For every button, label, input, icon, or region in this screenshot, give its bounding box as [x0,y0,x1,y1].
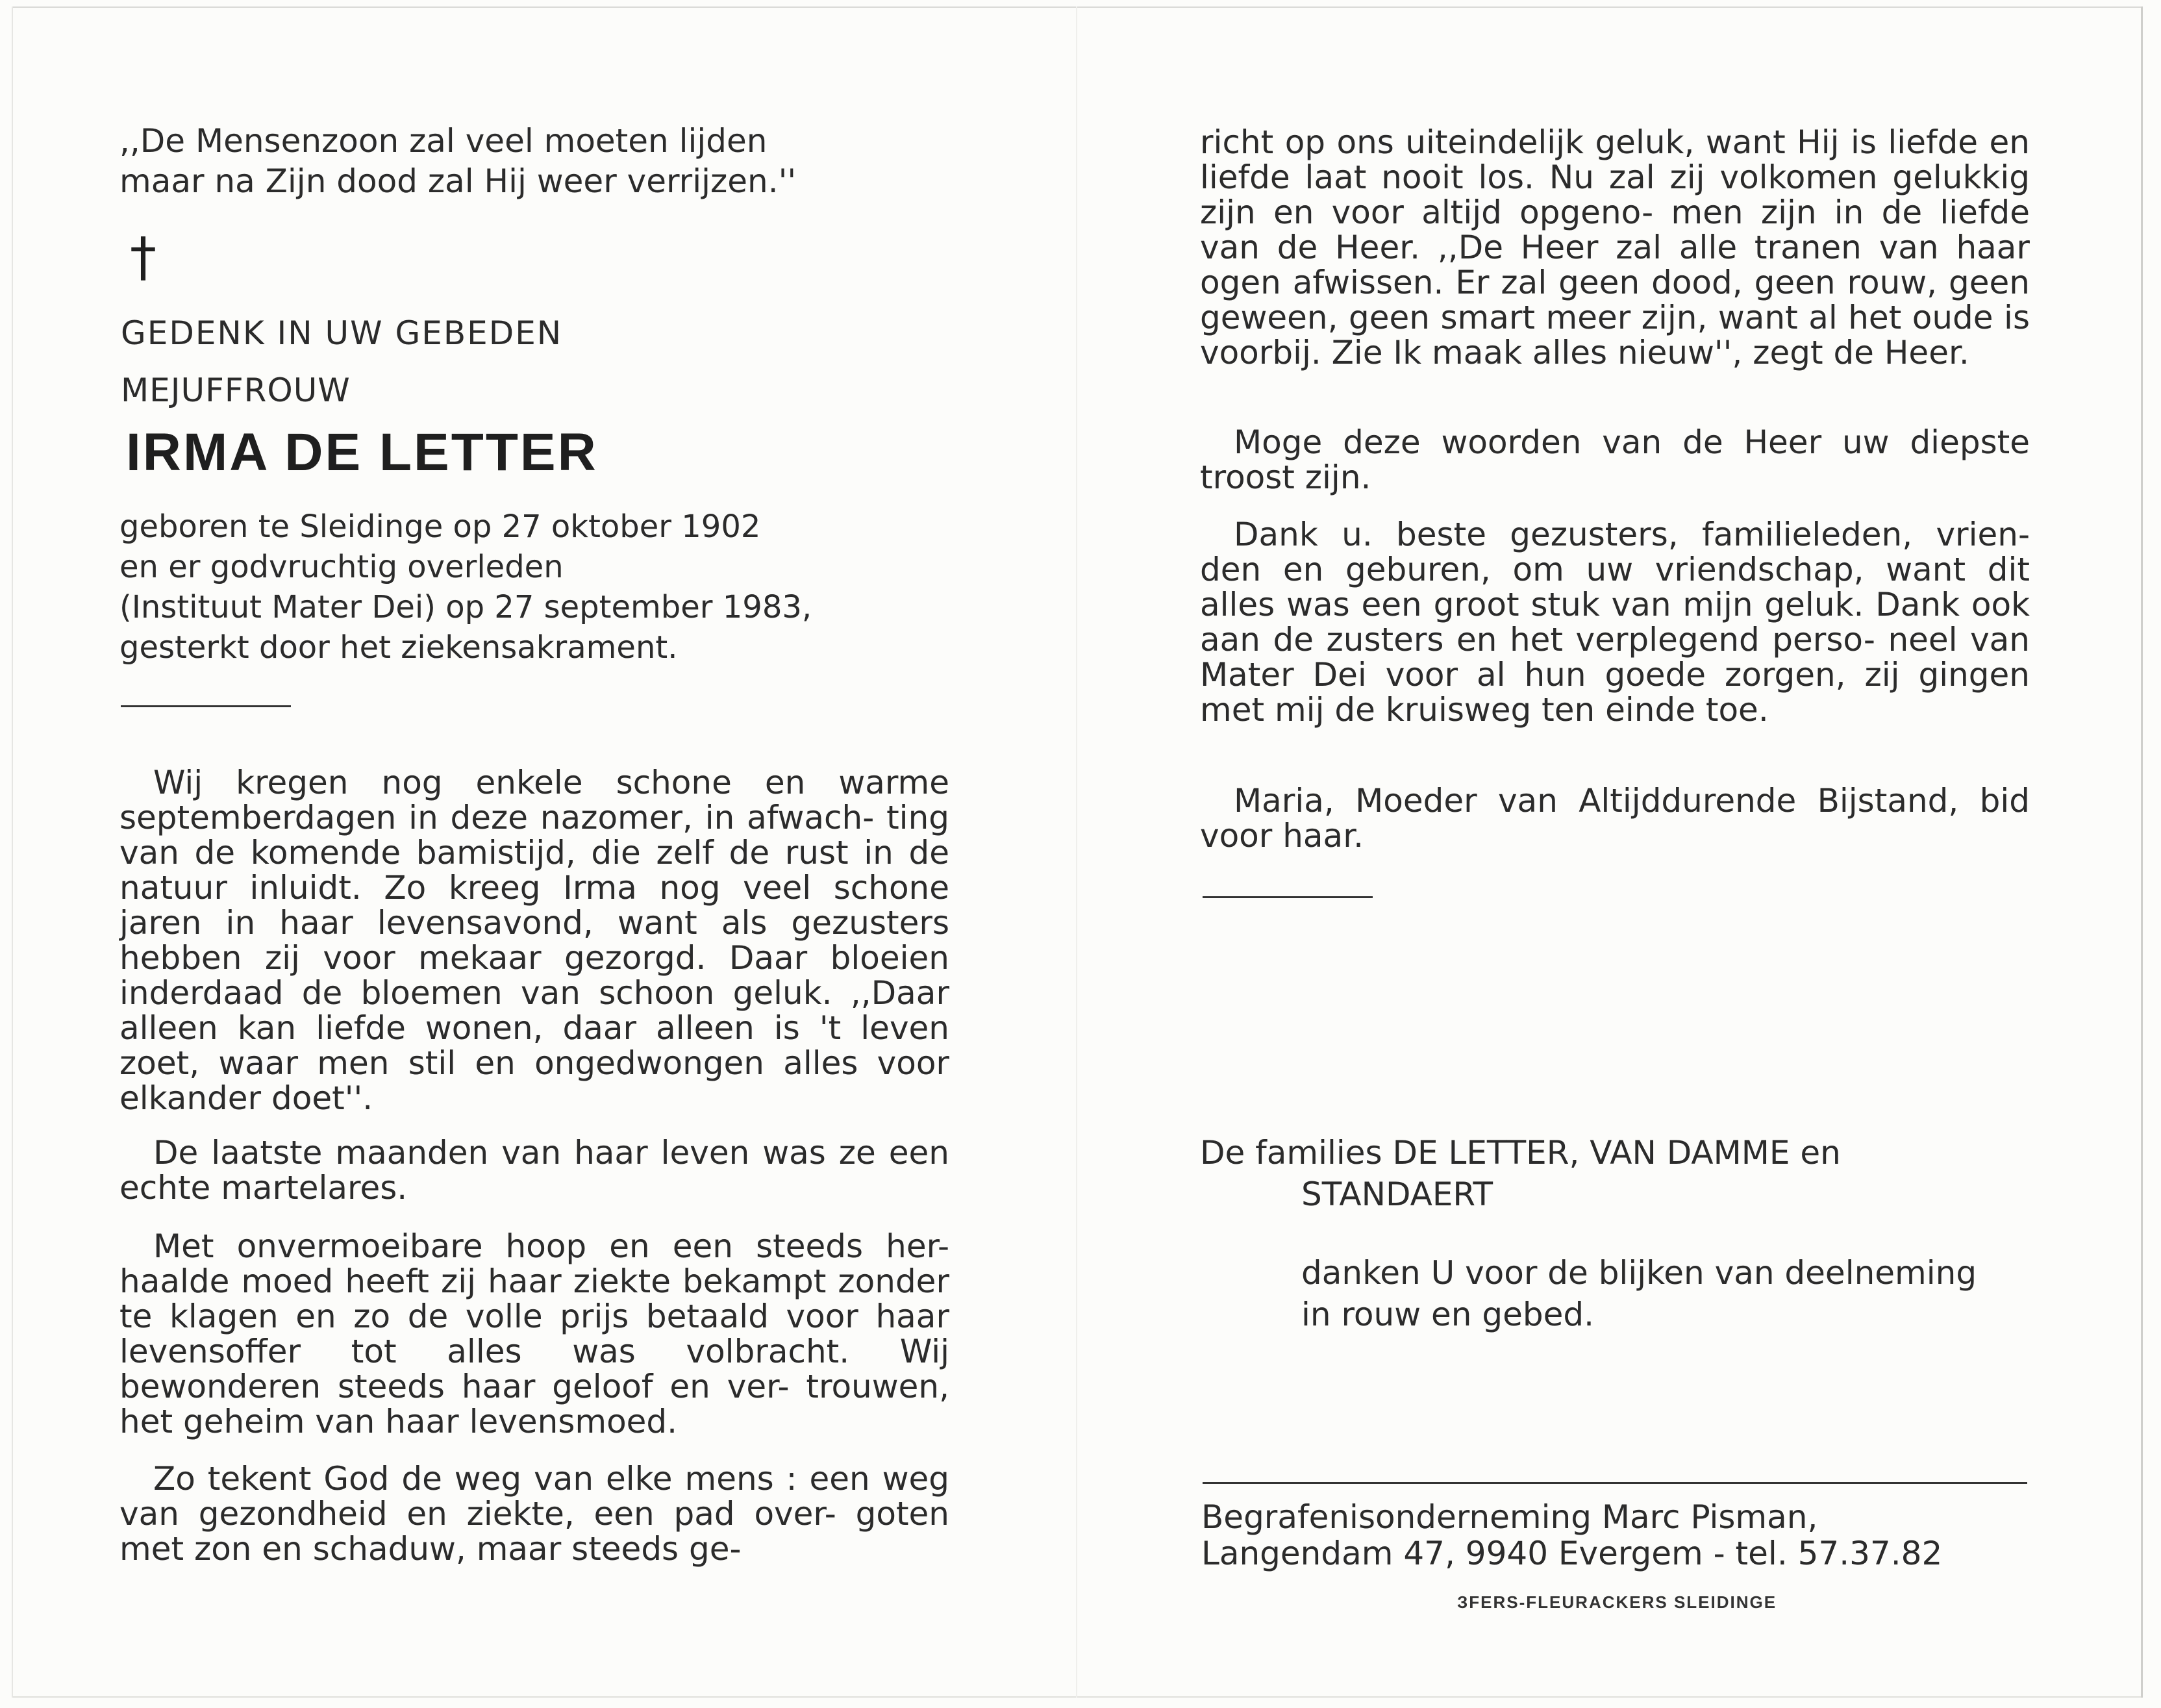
families-line-2: STANDAERT [1301,1175,1493,1213]
quote-line-1: ,,De Mensenzoon zal veel moeten lijden [119,122,768,160]
quote-line-2: maar na Zijn dood zal Hij weer verrijzen.'' [119,162,797,200]
birth-line-2: en er godvruchtig overleden [119,549,564,585]
undertaker-line-2: Langendam 47, 9940 Evergem - tel. 57.37.82 [1201,1535,1943,1572]
deceased-name: IRMA DE LETTER [126,423,598,482]
right-paragraph-1: richt op ons uiteindelijk geluk, want Hij is liefde en liefde laat nooit los. Nu zal zij volkomen gelukkig zijn en voor altijd opgeno- men zijn in de liefde van de Heer. ,,De Heer zal alle tranen van haar ogen afwissen. Er zal geen dood, geen rouw, geen geween, geen smart meer zijn, want al het oude is voorbij. Zie Ik maak alles nieuw'', zegt de Heer. [1200,123,2030,371]
thanks-line-2: in rouw en gebed. [1301,1296,1594,1333]
thanks-text [1301,1252,2042,1335]
undertaker-info [1201,1499,1942,1572]
left-paragraph-2: De laatste maanden van haar leven was ze een echte martelares. [119,1134,949,1207]
right-paragraph-4: Maria, Moeder van Altijddurende Bijstand, bid voor haar. [1200,782,2030,855]
cross-icon: † [130,227,156,288]
center-fold [1076,6,1077,1698]
birth-line-1: geboren te Sleidinge op 27 oktober 1902 [119,509,761,545]
card-edge-right [2141,6,2143,1698]
left-paragraph-1: Wij kregen nog enkele schone en warme septemberdagen in deze nazomer, in afwach- ting van de komende bamistijd, die zelf de rust in de natuur inluidt. Zo kreeg Irma nog veel schone jaren in haar levensavond, want als gezusters hebben zij voor mekaar gezorgd. Daar bloeien inderdaad de bloemen van schoon geluk. ,,Daar alleen kan liefde wonen, daar alleen is 't leven zoet, waar men stil en ongedwongen alles voor elkander doet''. [119,764,949,1117]
card-edge-bottom [13,1696,2142,1698]
birth-line-4: gesterkt door het ziekensakrament. [119,629,678,666]
birth-line-3: (Instituut Mater Dei) op 27 september 1983, [119,589,812,625]
remember-heading: GEDENK IN UW GEBEDEN [121,314,563,352]
left-paragraph-4: Zo tekent God de weg van elke mens : een weg van gezondheid en ziekte, een pad over- goten met zon en schaduw, maar steeds ge- [119,1460,949,1568]
honorific: MEJUFFROUW [121,371,351,409]
left-paragraph-3: Met onvermoeibare hoop en een steeds her- haalde moed heeft zij haar ziekte bekampt zonder te klagen en zo de volle prijs betaald voor haar levensoffer tot alles was volbracht. Wij bewonderen steeds haar geloof en ver- trouwen, het geheim van haar levensmoed. [119,1227,949,1440]
divider-undertaker [1203,1482,2027,1484]
right-paragraph-3: Dank u. beste gezusters, familieleden, vrien- den en geburen, om uw vriendschap, want dit alles was een groot stuk van mijn geluk. Dank ook aan de zusters en het verplegend perso- neel van Mater Dei voor al hun goede zorgen, zij gingen met mij de kruisweg ten einde toe. [1200,516,2030,729]
printer-credit: ЗFERS-FLEURACKERS SLEIDINGE [1457,1592,1777,1612]
families-line-1: De families DE LETTER, VAN DAMME en [1200,1134,1841,1172]
card-edge-top [13,6,2142,8]
right-paragraph-2: Moge deze woorden van de Heer uw diepste troost zijn. [1200,423,2030,496]
undertaker-line-1: Begrafenisonderneming Marc Pisman, [1201,1498,1818,1536]
divider-left [121,705,291,707]
divider-right [1203,896,1373,898]
opening-quote [119,123,899,199]
birth-death-details [119,507,899,668]
thanks-line-1: danken U voor de blijken van deelneming [1301,1254,1977,1292]
card-edge-left [12,6,13,1698]
